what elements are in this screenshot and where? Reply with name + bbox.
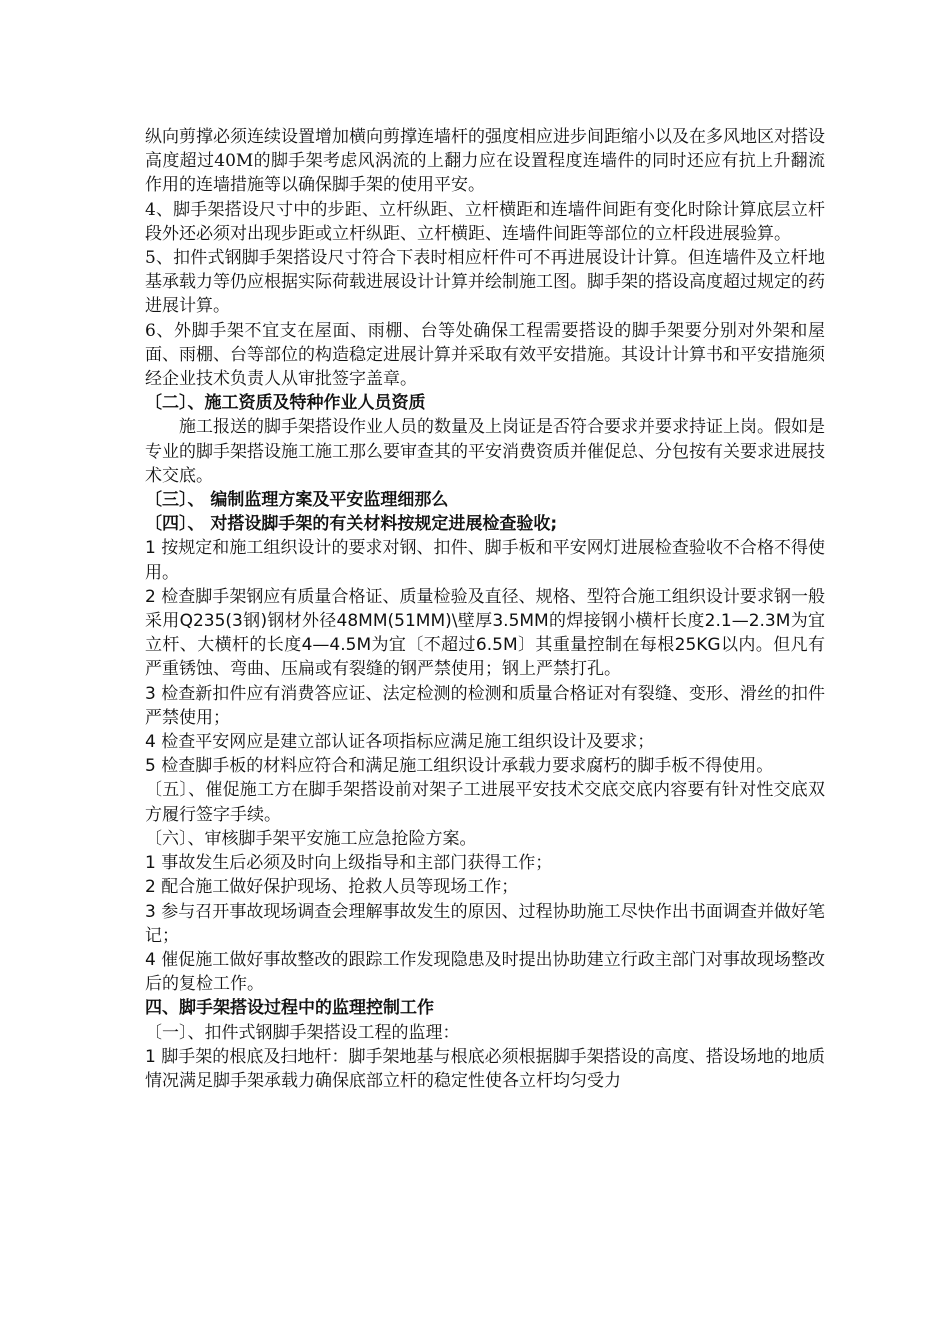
- section-heading-6: 〔六〕、审核脚手架平安施工应急抢险方案。: [145, 828, 477, 849]
- paragraph-1: 纵向剪撑必须连续设置增加横向剪撑连墙杆的强度相应进步间距缩小以及在多风地区对搭设高度超过40M的脚手架考虑风涡流的上翻力应在设置程度连墙件的同时还应有抗上升翻流作用的连墙措施等以确保脚手架的使用平安。: [145, 127, 825, 196]
- list-item: 3 检查新扣件应有消费答应证、法定检测的检测和质量合格证对有裂缝、变形、滑丝的扣件严禁使用；: [145, 683, 825, 728]
- section-heading-3: 〔三〕、 编制监理方案及平安监理细那么: [145, 490, 449, 511]
- paragraph-2: 4、脚手架搭设尺寸中的步距、立杆纵距、立杆横距和连墙件间距有变化时除计算底层立杆段外还必须对出现步距或立杆纵距、立杆横距、连墙件间距等部位的立杆段进展验算。: [145, 199, 825, 244]
- list-item: 4 催促施工做好事故整改的跟踪工作发现隐患及时提出协助建立行政主部门对事故现场整改后的复检工作。: [145, 949, 825, 995]
- list-item: 5 检查脚手板的材料应符合和满足施工组织设计承载力要求腐朽的脚手板不得使用。: [145, 756, 774, 777]
- list-item: 4 检查平安网应是建立部认证各项指标应满足施工组织设计及要求；: [145, 732, 655, 753]
- list-item: 2 配合施工做好保护现场、抢救人员等现场工作；: [145, 877, 519, 898]
- list-item: 2 检查脚手架钢应有质量合格证、质量检验及直径、规格、型符合施工组织设计要求钢一般采用Q235(3钢)钢材外径48MM(51MM)\壁厚3.5MM的焊接钢小横杆长度2.1—2.3M为宜立杆、大横杆的长度4—4.5M为宜〔不超过6.5M〕其重量控制在每根25KG以内。但凡有严重锈蚀、弯曲、压扁或有裂缝的钢严禁使用；钢上严禁打孔。: [145, 586, 825, 680]
- list-item: 1 按规定和施工组织设计的要求对钢、扣件、脚手板和平安网灯进展检查验收不合格不得使用。: [145, 538, 825, 583]
- paragraph-4: 6、外脚手架不宜支在屋面、雨棚、台等处确保工程需要搭设的脚手架要分别对外架和屋面、雨棚、台等部位的构造稳定进展计算并采取有效平安措施。其设计计算书和平安措施须经企业技术负责人从审批签字盖章。: [145, 320, 825, 390]
- document-body: [145, 125, 825, 1093]
- subsection-heading-1: 〔一〕、扣件式钢脚手架搭设工程的监理：: [145, 1022, 460, 1043]
- section-heading-2: 〔二〕、施工资质及特种作业人员资质: [145, 393, 426, 414]
- paragraph-5: 施工报送的脚手架搭设作业人员的数量及上岗证是否符合要求并要求持证上岗。假如是专业的脚手架搭设施工施工那么要审查其的平安消费资质并催促总、分包按有关要求进展技术交底。: [145, 417, 825, 486]
- list-item: 1 脚手架的根底及扫地杆：脚手架地基与根底必须根据脚手架搭设的高度、搭设场地的地质情况满足脚手架承载力确保底部立杆的稳定性使各立杆均匀受力: [145, 1046, 825, 1091]
- list-item: 1 事故发生后必须及时向上级指导和主部门获得工作；: [145, 853, 553, 874]
- list-item: 3 参与召开事故现场调查会理解事故发生的原因、过程协助施工尽快作出书面调查并做好笔记；: [145, 901, 825, 946]
- chapter-heading-4: 四、脚手架搭设过程中的监理控制工作: [145, 998, 434, 1019]
- section-heading-4: 〔四〕、 对搭设脚手架的有关材料按规定进展检查验收;: [145, 514, 558, 535]
- paragraph-3: 5、扣件式钢脚手架搭设尺寸符合下表时相应杆件可不再进展设计计算。但连墙件及立杆地基承载力等仍应根据实际荷载进展设计计算并绘制施工图。脚手架的搭设高度超过规定的药进展计算。: [145, 248, 825, 317]
- section-heading-5: 〔五〕、催促施工方在脚手架搭设前对架子工进展平安技术交底交底内容要有针对性交底双方履行签字手续。: [145, 780, 825, 825]
